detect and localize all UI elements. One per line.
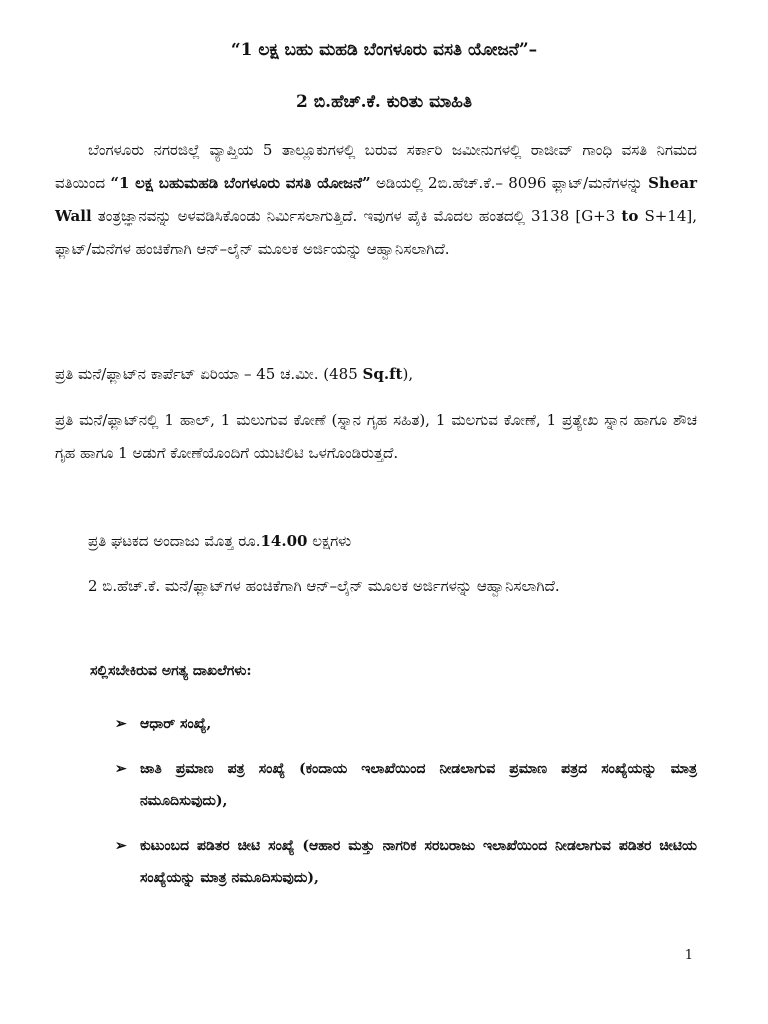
document-title-line-1: “1 ಲಕ್ಷ ಬಹು ಮಹಡಿ ಬೆಂಗಳೂರು ವಸತಿ ಯೋಜನೆ”–	[230, 40, 538, 60]
intro-text-3: ತಂತ್ರಜ್ಞಾನವನ್ನು ಅಳವಡಿಸಿಕೊಂಡು ನಿರ್ಮಿಸಲಾಗುತ್ತಿದೆ. ಇವುಗಳ ಪೈಕಿ ಮೊದಲ ಹಂತದಲ್ಲಿ 3138 [G+3	[91, 207, 622, 225]
intro-paragraph	[55, 134, 697, 266]
list-item	[115, 753, 697, 817]
page-number: 1	[684, 948, 693, 963]
list-item-text: ಜಾತಿ ಪ್ರಮಾಣ ಪತ್ರ ಸಂಖ್ಯೆ (ಕಂದಾಯ ಇಲಾಖೆಯಿಂದ ನೀಡಲಾಗುವ ಪ್ರಮಾಣ ಪತ್ರದ ಸಂಖ್ಯೆಯನ್ನು ಮಾತ್ರ ನಮೂದಿಸುವುದು),	[140, 761, 697, 809]
arrow-bullet-icon: ➢	[115, 716, 127, 732]
flat-layout-paragraph: ಪ್ರತಿ ಮನೆ/ಫ್ಲಾಟ್‌ನಲ್ಲಿ 1 ಹಾಲ್, 1 ಮಲುಗುವ ಕೋಣೆ (ಸ್ನಾನ ಗೃಹ ಸಹಿತ), 1 ಮಲಗುವ ಕೋಣೆ, 1 ಪ್ರತ್ಯೇಖ ಸ್ನಾನ ಹಾಗೂ ಶೌಚ ಗೃಹ ಹಾಗೂ 1 ಅಡುಗೆ ಕೋಣೆಯೊಂದಿಗೆ ಯುಟಿಲಿಟಿ ಒಳಗೊಂಡಿರುತ್ತದೆ.	[55, 411, 697, 462]
intro-text-1: ಬೆಂಗಳೂರು ನಗರಜಿಲ್ಲೆ ವ್ಯಾಪ್ತಿಯ 5 ತಾಲ್ಲೂಕುಗಳಲ್ಲಿ ಬರುವ ಸರ್ಕಾರಿ ಜಮೀನುಗಳಲ್ಲಿ ರಾಜೀವ್ ಗಾಂಧಿ ವಸತಿ ನಿಗಮದ ವತಿಯಿಂದ	[55, 141, 697, 192]
scheme-name: “1 ಲಕ್ಷ ಬಹುಮಹಡಿ ಬೆಂಗಳೂರು ವಸತಿ ಯೋಜನೆ”	[110, 174, 371, 192]
intro-text-2: ಅಡಿಯಲ್ಲಿ 2ಬಿ.ಹೆಚ್.ಕೆ.– 8096 ಫ್ಲಾಟ್/ಮನೆಗಳನ್ನು	[370, 174, 649, 192]
list-item-text: ಆಧಾರ್ ಸಂಖ್ಯೆ,	[140, 716, 212, 732]
floor-range-connector: to	[621, 207, 639, 225]
online-application-paragraph: 2 ಬಿ.ಹೆಚ್.ಕೆ. ಮನೆ/ಫ್ಲಾಟ್‌ಗಳ ಹಂಚಿಕೆಗಾಗಿ ಆನ್–ಲೈನ್ ಮೂಲಕ ಅರ್ಜಿಗಳನ್ನು ಆಹ್ವಾನಿಸಲಾಗಿದೆ.	[88, 577, 560, 595]
required-documents-heading: ಸಲ್ಲಿಸಬೇಕಿರುವ ಅಗತ್ಯ ದಾಖಲೆಗಳು:	[90, 663, 252, 679]
intro-text-4: S+14], ಫ್ಲಾಟ್/ಮನೆಗಳ ಹಂಚಿಕೆಗಾಗಿ ಆನ್–ಲೈನ್ ಮೂಲಕ ಅರ್ಜಿಯನ್ನು ಆಹ್ವಾನಿಸಲಾಗಿದೆ.	[55, 207, 698, 258]
carpet-area-paragraph	[55, 358, 697, 391]
arrow-bullet-icon: ➢	[115, 761, 127, 777]
unit-cost-paragraph	[88, 525, 697, 558]
document-title-line-2: 2 ಬಿ.ಹೆಚ್.ಕೆ. ಕುರಿತು ಮಾಹಿತಿ	[296, 92, 472, 112]
required-documents-list	[115, 708, 697, 907]
area-unit: Sq.ft	[362, 365, 403, 383]
unit-cost-value: 14.00	[260, 532, 308, 550]
carpet-area-text: ಪ್ರತಿ ಮನೆ/ಫ್ಲಾಟ್‌ನ ಕಾರ್ಪೆಟ್ ಏರಿಯಾ – 45 ಚ.ಮೀ. (485	[55, 365, 363, 383]
unit-cost-text: ಪ್ರತಿ ಘಟಕದ ಅಂದಾಜು ಮೊತ್ತ ರೂ.	[88, 532, 261, 550]
unit-cost-unit: ಲಕ್ಷಗಳು	[307, 532, 352, 550]
list-item	[115, 830, 697, 894]
carpet-area-text-end: ),	[402, 365, 414, 383]
arrow-bullet-icon: ➢	[115, 838, 127, 854]
technology-name: Shear Wall	[55, 174, 697, 225]
list-item-text: ಕುಟುಂಬದ ಪಡಿತರ ಚೀಟಿ ಸಂಖ್ಯೆ (ಆಹಾರ ಮತ್ತು ನಾಗರಿಕ ಸರಬರಾಜು ಇಲಾಖೆಯಿಂದ ನೀಡಲಾಗುವ ಪಡಿತರ ಚೀಟಿಯ ಸಂಖ್ಯೆಯನ್ನು ಮಾತ್ರ ನಮೂದಿಸುವುದು),	[140, 838, 697, 886]
list-item	[115, 708, 697, 740]
